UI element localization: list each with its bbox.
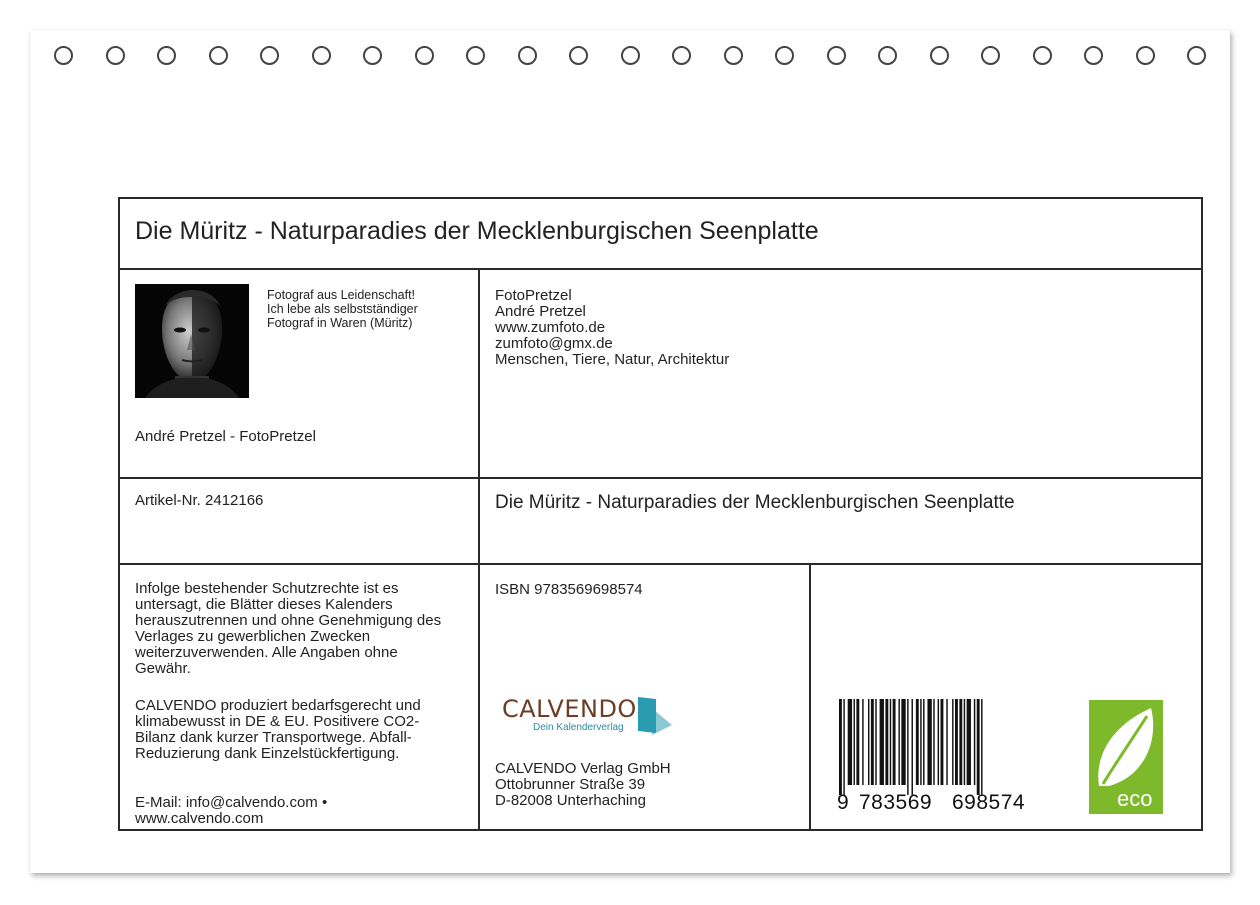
binding-ring bbox=[1136, 46, 1155, 65]
binding-ring bbox=[1033, 46, 1052, 65]
barcode-bar bbox=[938, 699, 939, 785]
binding-ring bbox=[518, 46, 537, 65]
barcode-bar bbox=[964, 699, 965, 785]
barcode-bar bbox=[893, 699, 896, 785]
binding-ring bbox=[363, 46, 382, 65]
binding-ring bbox=[312, 46, 331, 65]
calvendo-logo bbox=[502, 695, 682, 745]
binding-ring bbox=[415, 46, 434, 65]
photographer-name: André Pretzel - FotoPretzel bbox=[135, 428, 316, 445]
barcode-bar bbox=[920, 699, 921, 785]
eco-label: eco bbox=[1117, 786, 1153, 811]
binding-ring bbox=[466, 46, 485, 65]
barcode-bar bbox=[923, 699, 924, 785]
calendar-title: Die Müritz - Naturparadies der Mecklenburgischen Seenplatte bbox=[135, 217, 819, 245]
barcode-bar bbox=[912, 699, 913, 795]
barcode-bar bbox=[885, 699, 888, 785]
publisher-contact: E-Mail: info@calvendo.com • www.calvendo.com bbox=[135, 794, 328, 827]
barcode-bar bbox=[856, 699, 859, 785]
rule-below-title bbox=[120, 268, 1201, 270]
barcode-bar bbox=[952, 699, 953, 785]
barcode-bar bbox=[967, 699, 971, 785]
binding-ring bbox=[981, 46, 1000, 65]
barcode-digit-first: 9 bbox=[837, 791, 849, 814]
copyright-notice: Infolge bestehender Schutzrechte ist es untersagt, die Blätter dieses Kalenders herauszutrennen und ohne Genehmigung des Verlages zu gewerblichen Zwecken weiterzuverwenden. Alle Angaben ohne Gewähr. bbox=[135, 580, 442, 677]
barcode-bar bbox=[898, 699, 899, 785]
barcode-bar bbox=[880, 699, 884, 785]
barcode-bar bbox=[941, 699, 944, 785]
barcode-bar bbox=[977, 699, 980, 795]
binding-ring bbox=[827, 46, 846, 65]
barcode-bar bbox=[843, 699, 844, 795]
isbn-label: ISBN 9783569698574 bbox=[495, 581, 643, 598]
photographer-contact: FotoPretzel André Pretzel www.zumfoto.de zumfoto@gmx.de Menschen, Tiere, Natur, Architektur bbox=[495, 287, 730, 368]
barcode-bar bbox=[916, 699, 919, 785]
binding-ring bbox=[157, 46, 176, 65]
barcode-bar bbox=[974, 699, 975, 785]
rule-below-article bbox=[120, 563, 1201, 565]
binding-ring bbox=[569, 46, 588, 65]
rule-barcode-column bbox=[809, 563, 811, 829]
binding-ring bbox=[672, 46, 691, 65]
calendar-back-page bbox=[30, 30, 1230, 873]
barcode-bar bbox=[839, 699, 842, 795]
binding-rings bbox=[30, 30, 1230, 90]
barcode-bar bbox=[890, 699, 891, 785]
binding-ring bbox=[1084, 46, 1103, 65]
barcode-digits-group1: 783569 bbox=[859, 791, 933, 814]
binding-ring bbox=[260, 46, 279, 65]
barcode-bar bbox=[862, 699, 863, 785]
isbn-barcode bbox=[835, 699, 1035, 819]
barcode-bar bbox=[946, 699, 947, 785]
barcode-bar bbox=[955, 699, 958, 785]
barcode-digits-group2: 698574 bbox=[952, 791, 1026, 814]
calvendo-logo-name: CALVENDO bbox=[502, 695, 637, 723]
eco-production-notice: CALVENDO produziert bedarfsgerecht und klimabewusst in DE & EU. Positivere CO2- Bilanz dank kurzer Transportwege. Abfall- Reduzierung dank Einzelstückfertigung. bbox=[135, 697, 421, 762]
binding-ring bbox=[878, 46, 897, 65]
barcode-bar bbox=[933, 699, 934, 785]
article-number: Artikel-Nr. 2412166 bbox=[135, 492, 264, 509]
barcode-bar bbox=[907, 699, 908, 795]
binding-ring bbox=[775, 46, 794, 65]
barcode-bar bbox=[901, 699, 905, 785]
binding-ring bbox=[106, 46, 125, 65]
photographer-portrait bbox=[135, 284, 249, 398]
binding-ring bbox=[209, 46, 228, 65]
info-sheet bbox=[118, 197, 1203, 831]
binding-ring bbox=[621, 46, 640, 65]
barcode-bar bbox=[981, 699, 982, 795]
binding-ring bbox=[724, 46, 743, 65]
barcode-bar bbox=[927, 699, 931, 785]
publisher-address: CALVENDO Verlag GmbH Ottobrunner Straße 39 D-82008 Unterhaching bbox=[495, 760, 671, 809]
barcode-bar bbox=[868, 699, 869, 785]
photographer-bio: Fotograf aus Leidenschaft! Ich lebe als selbstständiger Fotograf in Waren (Müritz) bbox=[267, 288, 418, 330]
binding-ring bbox=[54, 46, 73, 65]
barcode-bar bbox=[959, 699, 962, 785]
eco-badge bbox=[1089, 700, 1163, 814]
barcode-bar bbox=[848, 699, 852, 785]
article-title: Die Müritz - Naturparadies der Mecklenburgischen Seenplatte bbox=[495, 492, 1015, 513]
barcode-bar bbox=[871, 699, 874, 785]
barcode-bar bbox=[875, 699, 876, 785]
calvendo-logo-tagline: Dein Kalenderverlag bbox=[533, 722, 624, 733]
rule-left-column bbox=[478, 268, 480, 829]
barcode-bar bbox=[854, 699, 855, 785]
binding-ring bbox=[930, 46, 949, 65]
binding-ring bbox=[1187, 46, 1206, 65]
calvendo-flag-icon bbox=[636, 695, 676, 737]
rule-below-photographer bbox=[120, 477, 1201, 479]
